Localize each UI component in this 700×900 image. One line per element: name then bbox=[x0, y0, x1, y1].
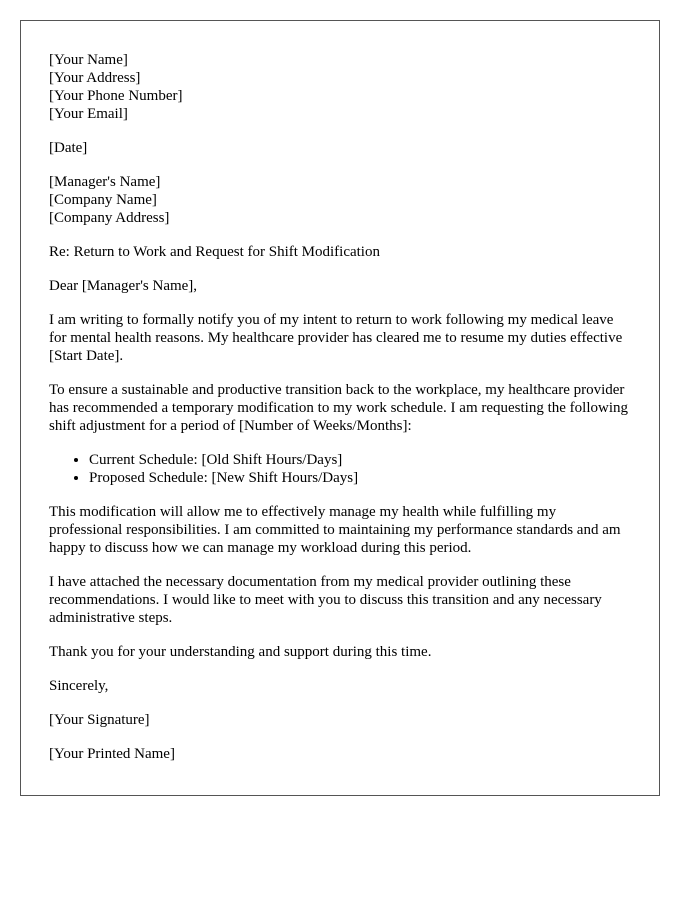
closing: Sincerely, bbox=[49, 678, 109, 694]
letter-date: [Date] bbox=[49, 140, 88, 156]
paragraph-documentation: I have attached the necessary documentation from my medical provider outlining these recommendations. I would like to meet with you to discuss this transition and any necessary administrative steps. bbox=[49, 574, 602, 626]
letter-page bbox=[20, 20, 660, 796]
recipient-address: [Company Address] bbox=[49, 210, 170, 226]
paragraph-request: To ensure a sustainable and productive transition back to the workplace, my healthcare provider has recommended a temporary modification to my work schedule. I am requesting the following shift adjustment for a period of [Number of Weeks/Months]: bbox=[49, 382, 629, 434]
recipient-company: [Company Name] bbox=[49, 192, 157, 208]
sender-email: [Your Email] bbox=[49, 106, 128, 122]
schedule-item-current: • Current Schedule: [Old Shift Hours/Days] bbox=[89, 451, 631, 469]
salutation: Dear [Manager's Name], bbox=[49, 278, 198, 294]
sender-phone: [Your Phone Number] bbox=[49, 88, 183, 104]
sender-name: [Your Name] bbox=[49, 52, 128, 68]
recipient-block bbox=[49, 173, 631, 227]
schedule-list bbox=[49, 451, 631, 487]
paragraph-thanks: Thank you for your understanding and support during this time. bbox=[49, 644, 432, 660]
recipient-manager: [Manager's Name] bbox=[49, 174, 161, 190]
paragraph-intent: I am writing to formally notify you of my intent to return to work following my medical leave for mental health reasons. My healthcare provider has cleared me to resume my duties effective [Start Date]. bbox=[49, 312, 623, 364]
sender-block bbox=[49, 51, 631, 123]
printed-name: [Your Printed Name] bbox=[49, 746, 175, 762]
paragraph-commitment: This modification will allow me to effectively manage my health while fulfilling my professional responsibilities. I am committed to maintaining my performance standards and am happy to discuss how we can manage my workload during this period. bbox=[49, 504, 621, 556]
subject-line: Re: Return to Work and Request for Shift Modification bbox=[49, 244, 380, 260]
sender-address: [Your Address] bbox=[49, 70, 141, 86]
signature: [Your Signature] bbox=[49, 712, 150, 728]
schedule-item-proposed: • Proposed Schedule: [New Shift Hours/Days] bbox=[89, 469, 631, 487]
